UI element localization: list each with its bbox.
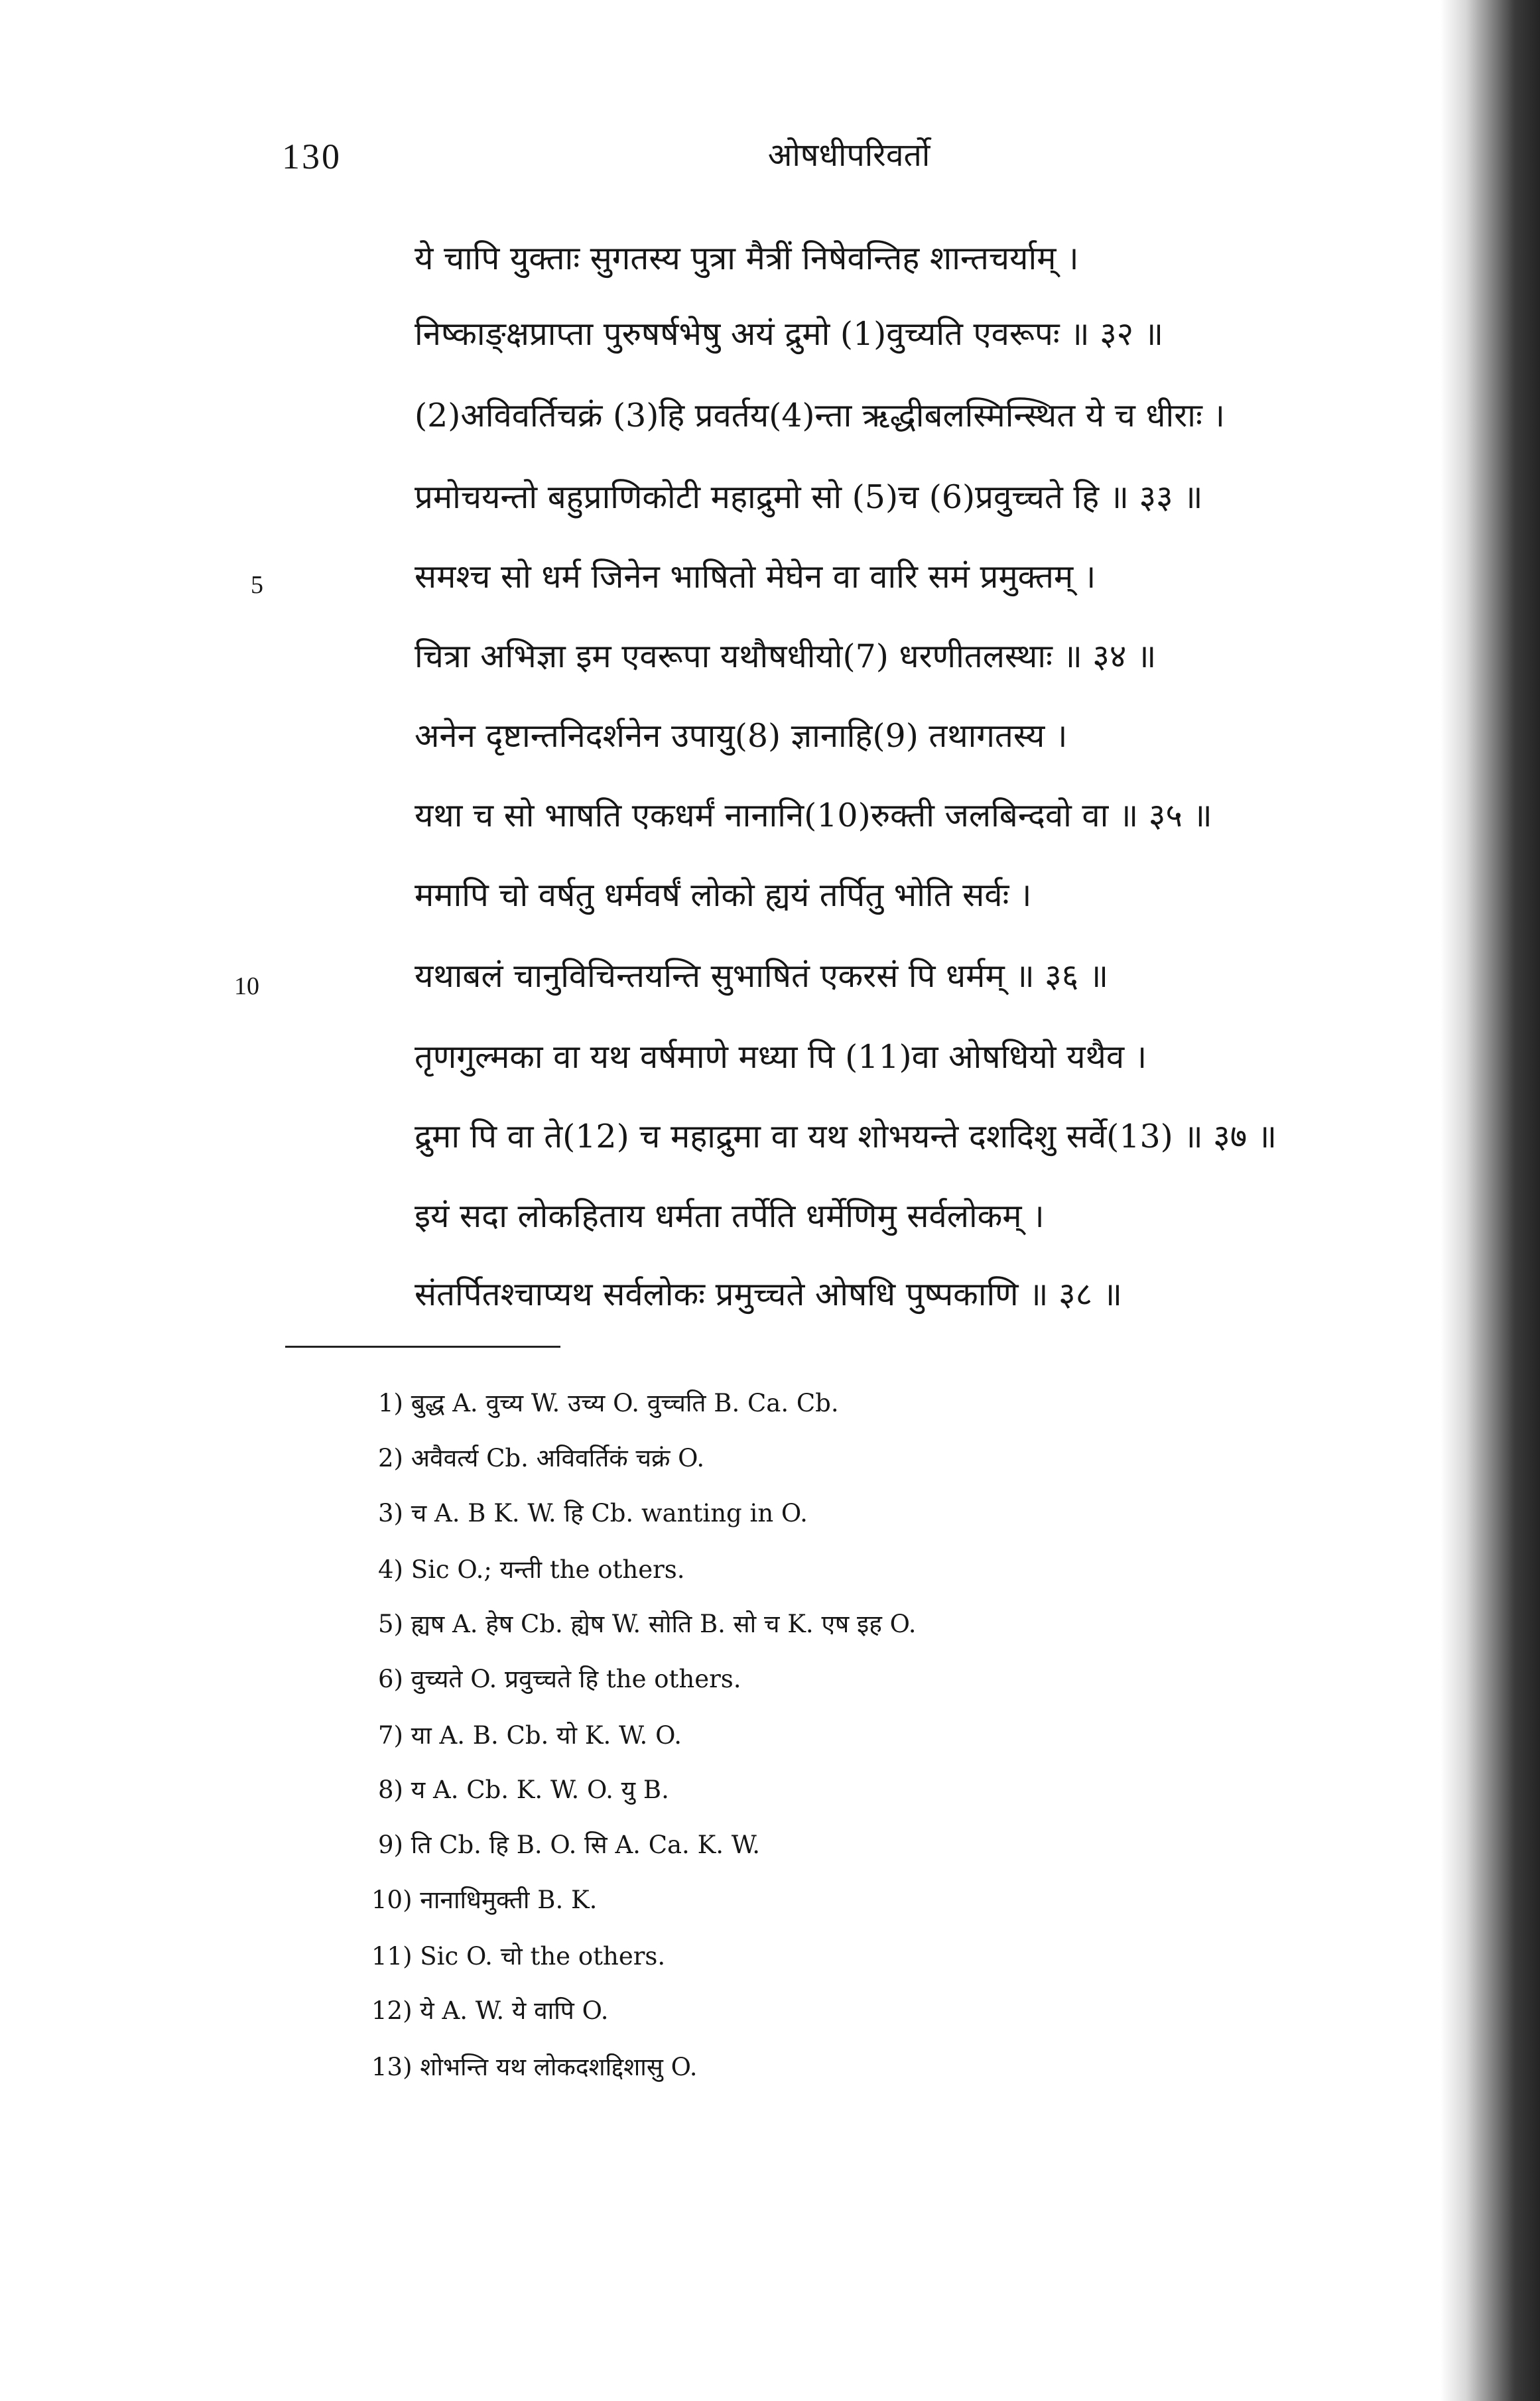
footnote-text: अवैवर्त्य Cb. अविवर्तिकं चक्रं O. bbox=[411, 1444, 705, 1472]
footnote-text: ह्यष A. हेष Cb. ह्येष W. सोति B. सो च K. एष इह O. bbox=[411, 1610, 917, 1638]
footnote bbox=[371, 1941, 665, 1973]
footnote bbox=[371, 2051, 698, 2083]
footnote bbox=[378, 1774, 669, 1806]
footnote-text: Sic O.; यन्ती the others. bbox=[411, 1555, 685, 1584]
verse-line: प्रमोचयन्तो बहुप्राणिकोटी महाद्रुमो सो (5)च (6)प्रवुच्चते हि ॥ ३३ ॥ bbox=[415, 478, 1203, 516]
footnote bbox=[378, 1663, 741, 1695]
footnote-number: 8) bbox=[378, 1776, 403, 1804]
footnote-number: 11) bbox=[371, 1942, 413, 1971]
footnote-text: नानाधिमुक्ती B. K. bbox=[420, 1886, 598, 1914]
footnote-text: या A. B. Cb. यो K. W. O. bbox=[411, 1721, 682, 1750]
footnote-text: बुद्ध A. वुच्य W. उच्य O. वुच्चति B. Ca. Cb. bbox=[411, 1389, 839, 1417]
scan-binding-shadow bbox=[1441, 0, 1540, 2401]
footnote bbox=[378, 1829, 760, 1861]
verse-line: चित्रा अभिज्ञा इम एवरूपा यथौषधीयो(7) धरणीतलस्थाः ॥ ३४ ॥ bbox=[415, 637, 1157, 675]
footnote-number: 9) bbox=[378, 1831, 403, 1859]
footnote-number: 12) bbox=[371, 1996, 413, 2025]
footnote-number: 7) bbox=[378, 1721, 403, 1750]
footnote bbox=[371, 1995, 609, 2027]
verse-line: ये चापि युक्ताः सुगतस्य पुत्रा मैत्रीं निषेवन्तिह शान्तचर्याम् । bbox=[415, 239, 1079, 277]
footnote-text: शोभन्ति यथ लोकदशद्दिशासु O. bbox=[420, 2053, 698, 2081]
margin-line-number-10: 10 bbox=[234, 972, 259, 1000]
footnote bbox=[378, 1608, 917, 1640]
verse-line: संतर्पितश्चाप्यथ सर्वलोकः प्रमुच्चते ओषधि पुष्पकाणि ॥ ३८ ॥ bbox=[415, 1275, 1122, 1313]
page-number: 130 bbox=[282, 137, 342, 176]
footnote-number: 5) bbox=[378, 1610, 403, 1638]
footnote-number: 3) bbox=[378, 1499, 403, 1527]
verse-line: ममापि चो वर्षतु धर्मवर्षं लोको ह्ययं तर्पितु भोति सर्वः । bbox=[415, 876, 1032, 914]
verse-line: (2)अविवर्तिचक्रं (3)हि प्रवर्तय(4)न्ता ऋद्धीबलस्मिन्स्थित ये च धीराः । bbox=[415, 397, 1225, 434]
footnote-number: 6) bbox=[378, 1665, 403, 1693]
margin-line-number-5: 5 bbox=[251, 571, 263, 599]
footnote bbox=[378, 1720, 682, 1752]
footnote bbox=[371, 1884, 597, 1916]
footnote-text: ति Cb. हि B. O. सि A. Ca. K. W. bbox=[411, 1831, 761, 1859]
footnote bbox=[378, 1498, 808, 1529]
footnote-number: 2) bbox=[378, 1444, 403, 1472]
running-head: ओषधीपरिवर्तो bbox=[767, 137, 930, 174]
footnote-text: य A. Cb. K. W. O. यु B. bbox=[411, 1776, 669, 1804]
verse-line: इयं सदा लोकहिताय धर्मता तर्पेति धर्मेणिमु सर्वलोकम् । bbox=[415, 1197, 1045, 1235]
verse-line: निष्काङ्क्षप्राप्ता पुरुषर्षभेषु अयं द्रुमो (1)वुच्यति एवरूपः ॥ ३२ ॥ bbox=[415, 315, 1164, 353]
footnote-number: 4) bbox=[378, 1555, 403, 1584]
verse-line: समश्च सो धर्म जिनेन भाषितो मेघेन वा वारि समं प्रमुक्तम् । bbox=[415, 558, 1096, 596]
footnote-number: 13) bbox=[371, 2053, 413, 2081]
verse-line: यथा च सो भाषति एकधर्मं नानानि(10)रुक्ती जलबिन्दवो वा ॥ ३५ ॥ bbox=[415, 797, 1212, 834]
footnote-number: 1) bbox=[378, 1389, 403, 1417]
footnote-number: 10) bbox=[371, 1886, 413, 1914]
footnote-text: वुच्यते O. प्रवुच्चते हि the others. bbox=[411, 1665, 741, 1693]
footnote bbox=[378, 1554, 685, 1586]
verse-line: अनेन दृष्टान्तनिदर्शनेन उपायु(8) ज्ञानाहि(9) तथागतस्य । bbox=[415, 717, 1068, 755]
verse-line: तृणगुल्मका वा यथ वर्षमाणे मध्या पि (11)वा ओषधियो यथैव । bbox=[415, 1038, 1147, 1076]
footnote bbox=[378, 1388, 839, 1419]
footnote-text: ये A. W. ये वापि O. bbox=[420, 1996, 609, 2025]
footnote bbox=[378, 1443, 704, 1474]
footnote-text: Sic O. चो the others. bbox=[420, 1942, 666, 1971]
verse-line: द्रुमा पि वा ते(12) च महाद्रुमा वा यथ शोभयन्ते दशदिशु सर्वे(13) ॥ ३७ ॥ bbox=[415, 1118, 1277, 1155]
footnote-rule bbox=[285, 1346, 560, 1348]
footnote-text: च A. B K. W. हि Cb. wanting in O. bbox=[411, 1499, 808, 1527]
verse-line: यथाबलं चानुविचिन्तयन्ति सुभाषितं एकरसं पि धर्मम् ॥ ३६ ॥ bbox=[415, 957, 1109, 995]
